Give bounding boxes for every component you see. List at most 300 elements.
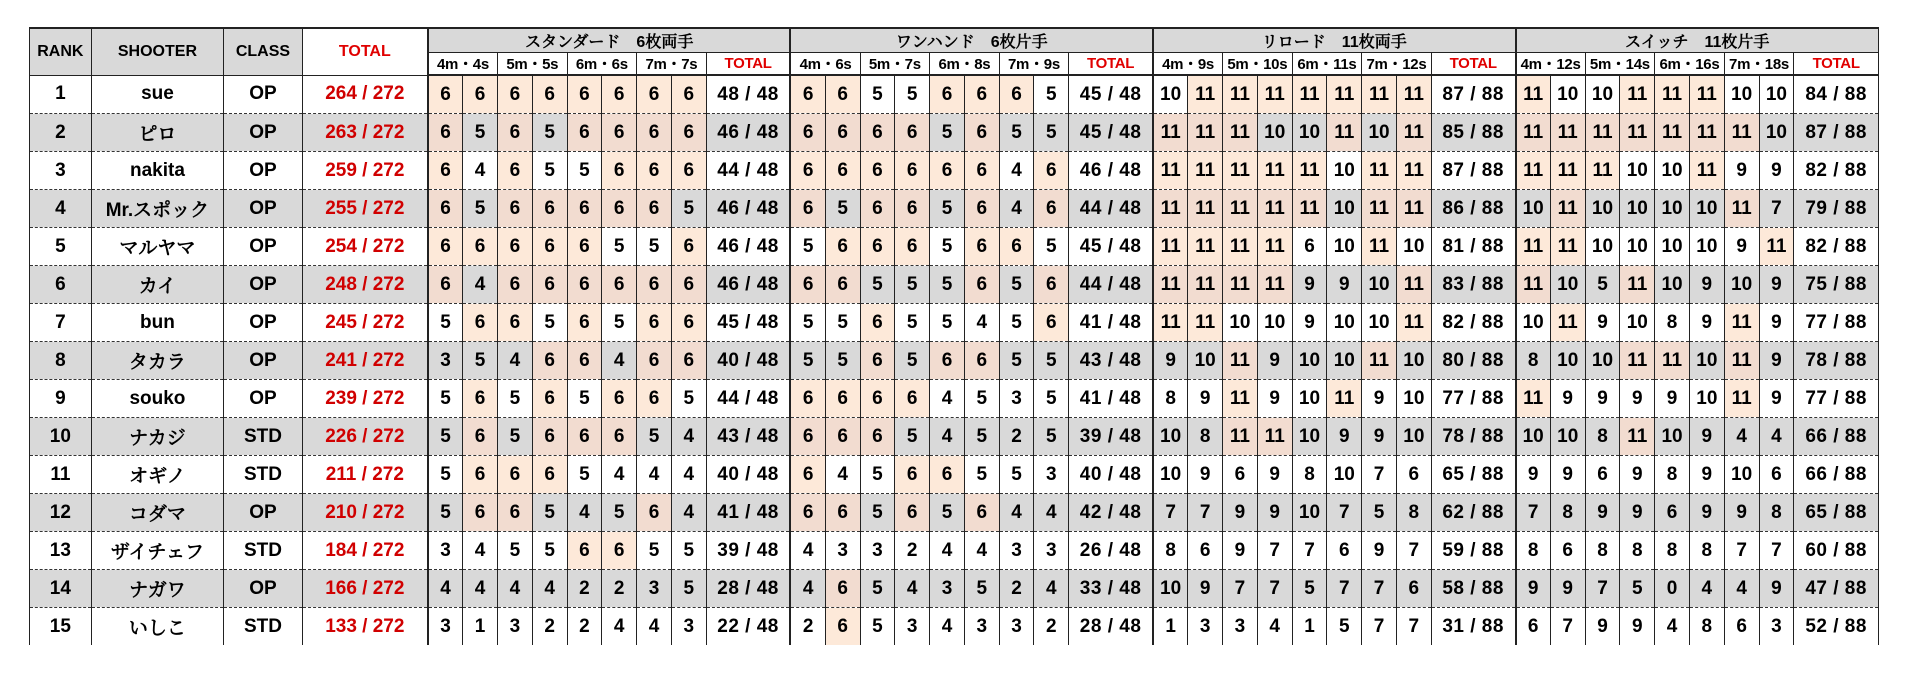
score-cell: 10 [1585, 342, 1620, 380]
group-total-cell: 87 / 88 [1431, 152, 1515, 190]
group-total-cell: 81 / 88 [1431, 228, 1515, 266]
score-cell: 5 [428, 494, 463, 532]
score-cell: 8 [1516, 342, 1551, 380]
score-cell: 11 [1292, 75, 1327, 114]
group-total-cell: 46 / 48 [706, 190, 790, 228]
score-cell: 6 [428, 228, 463, 266]
score-cell: 10 [1327, 190, 1362, 228]
score-cell: 10 [1396, 418, 1431, 456]
score-cell: 6 [602, 114, 637, 152]
shooter-name: オギノ [91, 456, 223, 494]
class-cell: STD [224, 532, 303, 570]
score-cell: 6 [637, 342, 672, 380]
score-cell: 6 [790, 494, 825, 532]
class-cell: OP [224, 190, 303, 228]
score-cell: 9 [1689, 304, 1724, 342]
score-cell: 6 [463, 418, 498, 456]
score-cell: 6 [860, 152, 895, 190]
class-cell: OP [224, 114, 303, 152]
rank-cell: 11 [30, 456, 92, 494]
score-cell: 6 [895, 494, 930, 532]
score-cell: 7 [1362, 456, 1397, 494]
group-total-cell: 22 / 48 [706, 608, 790, 646]
score-cell: 4 [602, 456, 637, 494]
score-cell: 6 [964, 114, 999, 152]
class-cell: OP [224, 228, 303, 266]
score-cell: 6 [671, 152, 706, 190]
score-cell: 6 [825, 494, 860, 532]
score-cell: 6 [1724, 608, 1759, 646]
score-cell: 6 [671, 228, 706, 266]
score-cell: 6 [860, 380, 895, 418]
shooter-name: ナガワ [91, 570, 223, 608]
score-cell: 6 [637, 152, 672, 190]
header-row-groups [30, 28, 1879, 53]
group-total-cell: 44 / 48 [1069, 266, 1153, 304]
grand-total-cell: 259 / 272 [302, 152, 428, 190]
score-cell: 5 [532, 114, 567, 152]
score-cell: 9 [1759, 570, 1794, 608]
score-cell: 11 [1585, 114, 1620, 152]
score-cell: 8 [1689, 532, 1724, 570]
score-cell: 4 [602, 608, 637, 646]
score-cell: 11 [1188, 266, 1223, 304]
score-cell: 10 [1516, 418, 1551, 456]
score-cell: 9 [1257, 380, 1292, 418]
group-total-cell: 28 / 48 [1069, 608, 1153, 646]
score-cell: 3 [999, 608, 1034, 646]
score-cell: 4 [497, 342, 532, 380]
stage-header: 6m・11s [1292, 53, 1362, 76]
group-total-cell: 62 / 88 [1431, 494, 1515, 532]
score-cell: 10 [1292, 418, 1327, 456]
score-cell: 11 [1188, 114, 1223, 152]
score-cell: 10 [1396, 228, 1431, 266]
group-total-cell: 44 / 48 [706, 152, 790, 190]
score-cell: 7 [1327, 570, 1362, 608]
score-cell: 4 [790, 570, 825, 608]
shooter-name: souko [91, 380, 223, 418]
stage-header: 6m・8s [930, 53, 1000, 76]
score-cell: 4 [999, 152, 1034, 190]
score-cell: 5 [860, 608, 895, 646]
rank-cell: 14 [30, 570, 92, 608]
score-cell: 9 [1620, 494, 1655, 532]
score-cell: 8 [1655, 456, 1690, 494]
score-cell: 6 [1396, 456, 1431, 494]
score-cell: 6 [825, 75, 860, 114]
group-total-cell: 77 / 88 [1794, 380, 1879, 418]
grand-total-cell: 245 / 272 [302, 304, 428, 342]
score-cell: 6 [567, 304, 602, 342]
score-cell: 3 [497, 608, 532, 646]
score-cell: 11 [1327, 114, 1362, 152]
group-total-cell: 47 / 88 [1794, 570, 1879, 608]
score-cell: 5 [860, 266, 895, 304]
score-cell: 5 [895, 304, 930, 342]
stage-header: 7m・12s [1362, 53, 1432, 76]
score-cell: 5 [930, 266, 965, 304]
score-cell: 4 [999, 494, 1034, 532]
score-cell: 6 [825, 608, 860, 646]
score-cell: 8 [1689, 608, 1724, 646]
score-cell: 10 [1362, 114, 1397, 152]
score-cell: 6 [567, 190, 602, 228]
score-cell: 3 [1223, 608, 1258, 646]
score-cell: 5 [463, 114, 498, 152]
score-cell: 10 [1689, 380, 1724, 418]
score-cell: 11 [1655, 342, 1690, 380]
score-cell: 10 [1620, 228, 1655, 266]
group-header-switch: スイッチ 11枚片手 [1516, 28, 1879, 53]
score-cell: 6 [567, 342, 602, 380]
class-header: CLASS [224, 28, 303, 75]
score-cell: 5 [463, 190, 498, 228]
score-cell: 3 [895, 608, 930, 646]
score-cell: 5 [1034, 75, 1069, 114]
score-cell: 11 [1223, 228, 1258, 266]
score-cell: 4 [1724, 570, 1759, 608]
group-total-cell: 82 / 88 [1431, 304, 1515, 342]
score-cell: 5 [637, 418, 672, 456]
score-cell: 6 [497, 152, 532, 190]
rank-cell: 1 [30, 75, 92, 114]
score-cell: 4 [930, 608, 965, 646]
score-cell: 6 [497, 456, 532, 494]
score-cell: 6 [825, 380, 860, 418]
score-cell: 10 [1689, 342, 1724, 380]
score-cell: 5 [497, 532, 532, 570]
score-cell: 7 [1759, 190, 1794, 228]
score-cell: 6 [790, 266, 825, 304]
stage-header: 4m・6s [790, 53, 860, 76]
score-cell: 5 [825, 342, 860, 380]
score-cell: 5 [930, 304, 965, 342]
score-cell: 6 [964, 228, 999, 266]
table-row [30, 75, 1879, 114]
score-cell: 5 [567, 380, 602, 418]
group-total-cell: 80 / 88 [1431, 342, 1515, 380]
score-cell: 5 [1362, 494, 1397, 532]
class-cell: OP [224, 266, 303, 304]
shooter-header: SHOOTER [91, 28, 223, 75]
group-total-cell: 87 / 88 [1431, 75, 1515, 114]
score-cell: 6 [602, 380, 637, 418]
score-cell: 6 [463, 494, 498, 532]
score-cell: 6 [860, 114, 895, 152]
group-total-cell: 86 / 88 [1431, 190, 1515, 228]
score-cell: 10 [1327, 342, 1362, 380]
score-cell: 11 [1362, 342, 1397, 380]
score-cell: 9 [1362, 418, 1397, 456]
rank-cell: 9 [30, 380, 92, 418]
score-cell: 6 [1759, 456, 1794, 494]
score-cell: 6 [895, 456, 930, 494]
score-cell: 5 [895, 266, 930, 304]
score-cell: 11 [1396, 75, 1431, 114]
score-cell: 6 [602, 532, 637, 570]
score-cell: 11 [1620, 266, 1655, 304]
score-cell: 11 [1223, 152, 1258, 190]
class-cell: OP [224, 304, 303, 342]
score-cell: 6 [825, 152, 860, 190]
score-cell: 4 [602, 342, 637, 380]
score-cell: 6 [790, 152, 825, 190]
score-cell: 9 [1759, 266, 1794, 304]
grand-total-cell: 254 / 272 [302, 228, 428, 266]
score-cell: 6 [637, 75, 672, 114]
score-cell: 6 [860, 418, 895, 456]
score-cell: 11 [1257, 152, 1292, 190]
score-cell: 5 [497, 380, 532, 418]
score-cell: 5 [895, 418, 930, 456]
score-cell: 11 [1655, 114, 1690, 152]
score-cell: 11 [1620, 418, 1655, 456]
score-cell: 11 [1516, 228, 1551, 266]
score-cell: 5 [1034, 380, 1069, 418]
score-cell: 9 [1153, 342, 1188, 380]
score-cell: 10 [1689, 190, 1724, 228]
group-total-cell: 31 / 88 [1431, 608, 1515, 646]
score-cell: 10 [1620, 190, 1655, 228]
score-cell: 4 [463, 532, 498, 570]
score-cell: 11 [1188, 304, 1223, 342]
score-cell: 4 [1257, 608, 1292, 646]
table-row [30, 114, 1879, 152]
score-cell: 8 [1292, 456, 1327, 494]
score-cell: 6 [860, 190, 895, 228]
group-total-cell: 46 / 48 [706, 266, 790, 304]
score-cell: 5 [1327, 608, 1362, 646]
score-cell: 9 [1327, 418, 1362, 456]
score-cell: 10 [1292, 342, 1327, 380]
score-cell: 11 [1153, 190, 1188, 228]
score-cell: 8 [1188, 418, 1223, 456]
score-cell: 2 [999, 418, 1034, 456]
score-cell: 6 [930, 75, 965, 114]
group-total-cell: 60 / 88 [1794, 532, 1879, 570]
score-cell: 10 [1362, 266, 1397, 304]
score-cell: 11 [1257, 418, 1292, 456]
score-cell: 6 [860, 304, 895, 342]
score-cell: 10 [1292, 380, 1327, 418]
rank-cell: 12 [30, 494, 92, 532]
score-cell: 4 [671, 456, 706, 494]
class-cell: STD [224, 456, 303, 494]
group-total-cell: 33 / 48 [1069, 570, 1153, 608]
score-cell: 5 [428, 380, 463, 418]
score-cell: 5 [671, 190, 706, 228]
score-cell: 11 [1620, 342, 1655, 380]
group-total-cell: 42 / 48 [1069, 494, 1153, 532]
score-cell: 5 [637, 228, 672, 266]
score-cell: 11 [1516, 266, 1551, 304]
score-cell: 5 [532, 494, 567, 532]
score-cell: 6 [671, 75, 706, 114]
score-cell: 10 [1257, 114, 1292, 152]
score-cell: 7 [1396, 532, 1431, 570]
score-cell: 6 [790, 418, 825, 456]
group-total-cell: 41 / 48 [706, 494, 790, 532]
score-cell: 6 [602, 190, 637, 228]
score-cell: 7 [1188, 494, 1223, 532]
score-cell: 10 [1327, 456, 1362, 494]
score-cell: 9 [1759, 380, 1794, 418]
score-cell: 11 [1257, 228, 1292, 266]
score-cell: 6 [428, 114, 463, 152]
score-cell: 1 [463, 608, 498, 646]
grand-total-cell: 255 / 272 [302, 190, 428, 228]
table-row [30, 418, 1879, 456]
score-cell: 8 [1620, 532, 1655, 570]
score-cell: 5 [930, 494, 965, 532]
score-cell: 6 [1327, 532, 1362, 570]
score-cell: 6 [930, 342, 965, 380]
score-cell: 6 [895, 152, 930, 190]
score-cell: 6 [790, 380, 825, 418]
score-cell: 1 [1153, 608, 1188, 646]
score-cell: 9 [1188, 456, 1223, 494]
score-cell: 6 [671, 342, 706, 380]
group-total-cell: 75 / 88 [1794, 266, 1879, 304]
score-cell: 6 [463, 456, 498, 494]
score-cell: 9 [1620, 456, 1655, 494]
score-cell: 5 [602, 304, 637, 342]
score-cell: 6 [860, 228, 895, 266]
score-cell: 11 [1585, 152, 1620, 190]
stage-header: 4m・4s [428, 53, 498, 76]
score-cell: 6 [463, 380, 498, 418]
grand-total-cell: 264 / 272 [302, 75, 428, 114]
score-cell: 11 [1655, 75, 1690, 114]
score-cell: 5 [671, 570, 706, 608]
score-cell: 6 [790, 75, 825, 114]
score-cell: 9 [1759, 342, 1794, 380]
score-cell: 6 [671, 266, 706, 304]
score-cell: 5 [532, 304, 567, 342]
shooter-name: bun [91, 304, 223, 342]
score-cell: 10 [1362, 304, 1397, 342]
stage-header: 5m・14s [1585, 53, 1655, 76]
score-cell: 4 [895, 570, 930, 608]
score-cell: 9 [1689, 266, 1724, 304]
score-cell: 6 [637, 380, 672, 418]
score-cell: 7 [1327, 494, 1362, 532]
score-cell: 10 [1550, 75, 1585, 114]
shooter-name: ピロ [91, 114, 223, 152]
score-cell: 10 [1655, 152, 1690, 190]
group-total-cell: 41 / 48 [1069, 380, 1153, 418]
score-cell: 3 [860, 532, 895, 570]
shooter-name: Mr.スポック [91, 190, 223, 228]
score-cell: 11 [1362, 152, 1397, 190]
score-cell: 6 [671, 114, 706, 152]
score-cell: 6 [825, 418, 860, 456]
score-cell: 5 [930, 114, 965, 152]
grand-total-cell: 184 / 272 [302, 532, 428, 570]
score-cell: 11 [1153, 228, 1188, 266]
score-cell: 6 [567, 266, 602, 304]
rank-cell: 10 [30, 418, 92, 456]
score-cell: 5 [860, 75, 895, 114]
score-cell: 6 [825, 114, 860, 152]
score-cell: 5 [999, 304, 1034, 342]
score-cell: 6 [497, 114, 532, 152]
score-cell: 11 [1724, 304, 1759, 342]
score-cell: 3 [1188, 608, 1223, 646]
score-cell: 5 [428, 456, 463, 494]
score-cell: 8 [1153, 532, 1188, 570]
score-cell: 11 [1396, 152, 1431, 190]
score-cell: 4 [790, 532, 825, 570]
score-cell: 10 [1620, 152, 1655, 190]
score-cell: 6 [964, 75, 999, 114]
score-cell: 5 [825, 190, 860, 228]
group-total-cell: 85 / 88 [1431, 114, 1515, 152]
score-cell: 6 [463, 228, 498, 266]
shooter-name: マルヤマ [91, 228, 223, 266]
group-total-cell: 79 / 88 [1794, 190, 1879, 228]
group-total-cell: 46 / 48 [706, 114, 790, 152]
score-cell: 6 [1655, 494, 1690, 532]
group-total-cell: 66 / 88 [1794, 418, 1879, 456]
score-cell: 11 [1153, 152, 1188, 190]
score-cell: 2 [567, 570, 602, 608]
score-cell: 4 [463, 570, 498, 608]
group-total-cell: 40 / 48 [706, 342, 790, 380]
score-cell: 9 [1585, 608, 1620, 646]
grand-total-cell: 211 / 272 [302, 456, 428, 494]
score-cell: 1 [1292, 608, 1327, 646]
score-cell: 11 [1153, 304, 1188, 342]
score-cell: 4 [637, 608, 672, 646]
score-cell: 2 [567, 608, 602, 646]
score-cell: 5 [930, 228, 965, 266]
rank-cell: 5 [30, 228, 92, 266]
shooter-name: ザイチェフ [91, 532, 223, 570]
score-cell: 6 [1292, 228, 1327, 266]
group-total-cell: 65 / 88 [1794, 494, 1879, 532]
score-cell: 6 [602, 152, 637, 190]
group-total-header: TOTAL [1794, 53, 1879, 76]
score-cell: 5 [671, 532, 706, 570]
table-row [30, 532, 1879, 570]
score-cell: 6 [964, 342, 999, 380]
score-cell: 4 [463, 266, 498, 304]
score-cell: 4 [1034, 494, 1069, 532]
group-total-cell: 48 / 48 [706, 75, 790, 114]
score-cell: 7 [1223, 570, 1258, 608]
score-cell: 11 [1550, 228, 1585, 266]
score-cell: 11 [1257, 266, 1292, 304]
rank-cell: 7 [30, 304, 92, 342]
score-cell: 6 [1034, 304, 1069, 342]
score-cell: 6 [532, 342, 567, 380]
score-cell: 9 [1759, 152, 1794, 190]
score-cell: 10 [1327, 228, 1362, 266]
score-cell: 6 [637, 266, 672, 304]
score-cell: 4 [930, 532, 965, 570]
stage-header: 7m・7s [637, 53, 707, 76]
score-cell: 11 [1223, 190, 1258, 228]
group-total-cell: 46 / 48 [1069, 152, 1153, 190]
score-cell: 11 [1188, 190, 1223, 228]
score-cell: 6 [1034, 190, 1069, 228]
score-cell: 3 [999, 380, 1034, 418]
score-cell: 3 [428, 342, 463, 380]
score-cell: 10 [1655, 418, 1690, 456]
score-cell: 3 [428, 608, 463, 646]
